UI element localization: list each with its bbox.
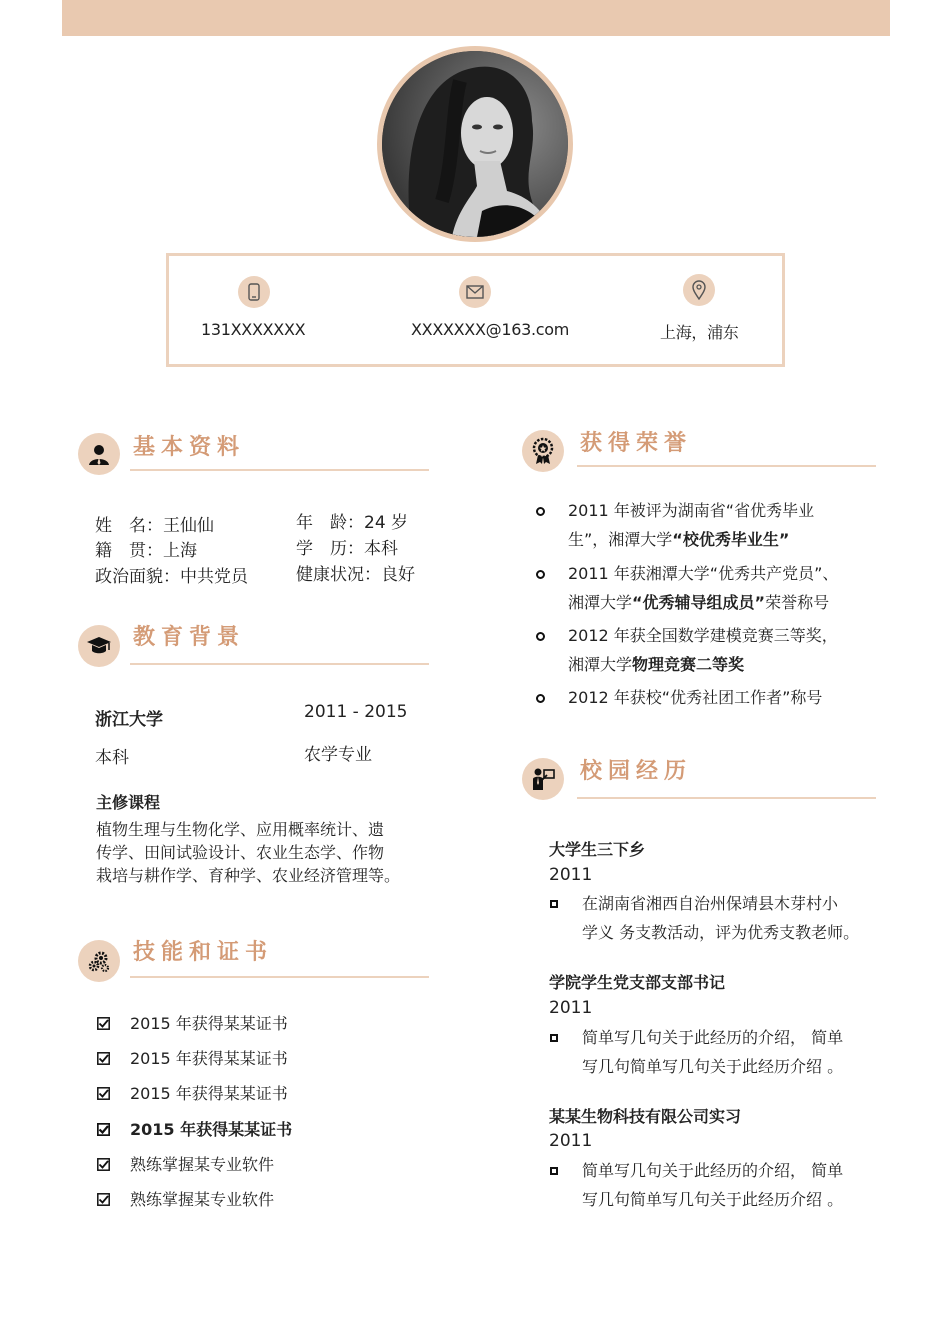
location-pin-icon <box>683 274 715 306</box>
phone-icon <box>238 276 270 308</box>
section-divider <box>130 976 429 978</box>
honor-item <box>568 496 878 554</box>
bullet <box>536 570 545 579</box>
native-place-field: 籍 贯：上海 <box>95 541 197 561</box>
experience-desc <box>582 1023 882 1081</box>
honor-line: 2012 年获校“优秀社团工作者”称号 <box>568 688 823 707</box>
location: 上海，浦东 <box>660 323 739 342</box>
checkbox-icon <box>97 1121 110 1140</box>
checkbox-icon <box>97 1015 110 1034</box>
email-address: XXXXXXX@163.com <box>411 320 570 339</box>
experience-year: 2011 <box>549 865 593 885</box>
political-status-field: 政治面貌：中共党员 <box>95 567 248 587</box>
experience-year: 2011 <box>549 1131 593 1151</box>
courses-title: 主修课程 <box>96 793 161 812</box>
checkbox-icon <box>97 1156 110 1175</box>
major: 农学专业 <box>304 745 372 765</box>
gears-icon <box>78 940 120 982</box>
user-icon <box>78 433 120 475</box>
skill-item: 2015 年获得某某证书 <box>130 1049 288 1068</box>
graduation-cap-icon <box>78 625 120 667</box>
school-name: 浙江大学 <box>95 710 163 730</box>
courses-line: 栽培与耕作学、育种学、农业经济管理等。 <box>96 866 401 885</box>
honor-line: 2012 年获全国数学建模竞赛三等奖， <box>568 626 838 645</box>
award-medal-icon <box>522 430 564 472</box>
honor-line: 湘潭大学物理竞赛二等奖 <box>568 655 745 674</box>
profile-photo <box>377 46 573 242</box>
mail-icon <box>459 276 491 308</box>
experience-title: 某某生物科技有限公司实习 <box>549 1107 742 1126</box>
degree-level: 本科 <box>95 748 129 768</box>
checkbox-icon <box>97 1085 110 1104</box>
top-accent-bar <box>62 0 890 36</box>
experience-line: 简单写几句关于此经历的介绍， 简单 <box>582 1161 844 1180</box>
bullet <box>536 632 545 641</box>
section-divider <box>130 469 429 471</box>
portrait-image <box>382 51 568 237</box>
section-divider <box>577 797 876 799</box>
checkbox-icon <box>97 1191 110 1210</box>
bullet <box>536 694 545 703</box>
honor-line: 2011 年被评为湖南省“省优秀毕业 <box>568 501 815 520</box>
skill-item: 2015 年获得某某证书 <box>130 1120 293 1139</box>
honors-title: 获得荣誉 <box>580 431 693 456</box>
campus-title: 校园经历 <box>580 759 693 784</box>
study-years: 2011 - 2015 <box>304 702 408 722</box>
experience-line: 在湖南省湘西自治州保靖县木芽村小 <box>582 894 839 913</box>
bullet <box>536 507 545 516</box>
experience-title: 大学生三下乡 <box>549 840 646 859</box>
honor-item <box>568 683 878 712</box>
phone-number: 131XXXXXXX <box>201 320 306 339</box>
honor-item <box>568 621 878 679</box>
honor-line: 湘潭大学“优秀辅导组成员”荣誉称号 <box>568 593 830 612</box>
name-field: 姓 名：王仙仙 <box>95 516 214 536</box>
experience-desc <box>582 1156 882 1214</box>
section-divider <box>130 663 429 665</box>
courses-line: 植物生理与生物化学、应用概率统计、遗 <box>96 820 385 839</box>
presenter-icon <box>522 758 564 800</box>
education-title: 教育背景 <box>133 625 246 650</box>
honor-line: 2011 年获湘潭大学“优秀共产党员”、 <box>568 564 839 583</box>
basic-info-title: 基本资料 <box>133 435 246 460</box>
skill-item: 熟练掌握某专业软件 <box>130 1190 275 1209</box>
experience-line: 简单写几句关于此经历的介绍， 简单 <box>582 1028 844 1047</box>
degree-field: 学 历：本科 <box>296 539 398 559</box>
experience-desc <box>582 889 882 947</box>
contact-box <box>166 253 785 367</box>
honor-line: 生”，湘潭大学“校优秀毕业生” <box>568 530 790 549</box>
skill-item: 2015 年获得某某证书 <box>130 1014 288 1033</box>
age-field: 年 龄：24 岁 <box>296 513 409 533</box>
experience-year: 2011 <box>549 998 593 1018</box>
health-field: 健康状况：良好 <box>296 565 415 585</box>
experience-line: 写几句简单写几句关于此经历介绍 。 <box>582 1057 844 1076</box>
skills-title: 技能和证书 <box>133 940 274 965</box>
bullet <box>550 1167 558 1175</box>
experience-line: 学义 务支教活动，评为优秀支教老师。 <box>582 923 860 942</box>
section-divider <box>577 465 876 467</box>
experience-line: 写几句简单写几句关于此经历介绍 。 <box>582 1190 844 1209</box>
checkbox-icon <box>97 1050 110 1069</box>
experience-title: 学院学生党支部支部书记 <box>549 973 726 992</box>
honor-item <box>568 559 888 617</box>
courses-line: 传学、田间试验设计、农业生态学、作物 <box>96 843 385 862</box>
bullet <box>550 900 558 908</box>
skill-item: 2015 年获得某某证书 <box>130 1084 288 1103</box>
bullet <box>550 1034 558 1042</box>
skill-item: 熟练掌握某专业软件 <box>130 1155 275 1174</box>
courses-text <box>96 818 426 887</box>
